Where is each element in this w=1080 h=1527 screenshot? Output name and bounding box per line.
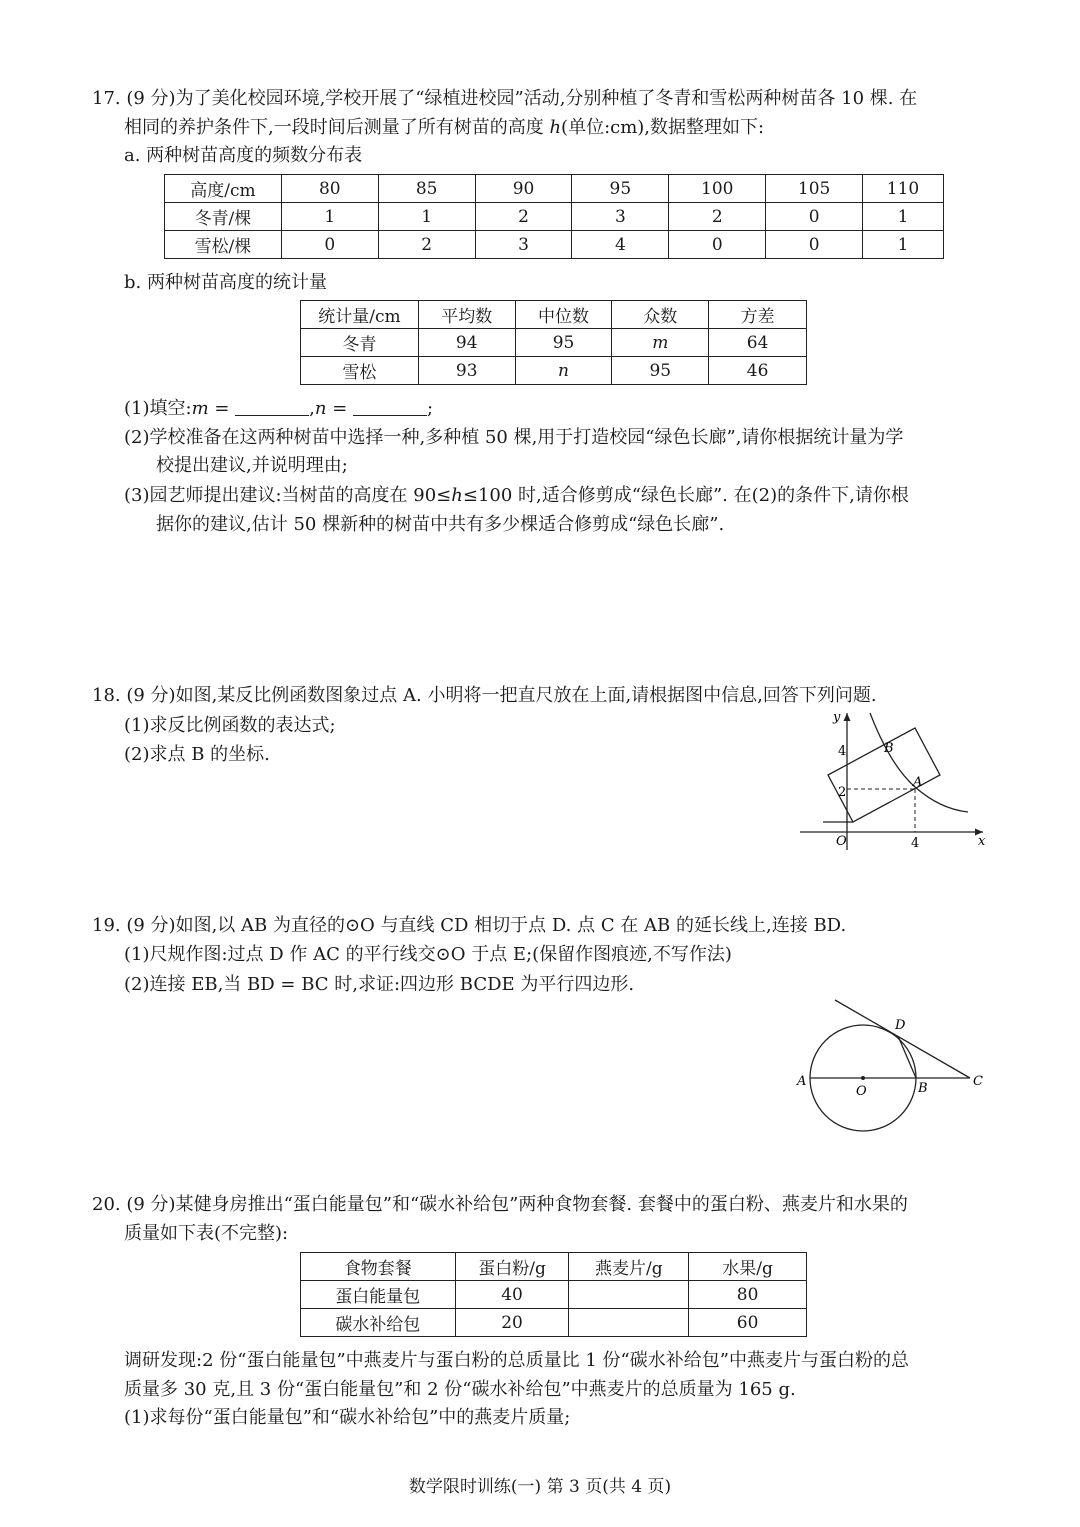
table-cell: 碳水补给包 (301, 1309, 456, 1337)
q17-part1-eq2: = (326, 398, 354, 419)
table-cell: n (515, 357, 612, 385)
q20-survey-line2: 质量多 30 克,且 3 份“蛋白能量包”和 2 份“碳水补给包”中燕麦片的总质量为 165 g. (124, 1379, 796, 1400)
q17-statistics-table (300, 300, 807, 385)
table-cell: 1 (378, 203, 475, 231)
q18-label-a: A (913, 775, 923, 790)
table-header-cell: 众数 (612, 301, 709, 329)
q17-part1-n: n (314, 398, 327, 419)
table-row (301, 357, 807, 385)
table-row (165, 175, 944, 203)
table-cell: 蛋白能量包 (301, 1281, 456, 1309)
table-cell: 0 (766, 203, 863, 231)
table-header-cell: 方差 (709, 301, 807, 329)
q18-label-origin: O (836, 834, 847, 849)
table-cell: 40 (455, 1281, 569, 1309)
q18-y-arrow (844, 713, 851, 721)
page-footer: 数学限时训练(一) 第 3 页(共 4 页) (408, 1477, 672, 1497)
q20-intro-line1: 20. (9 分)某健身房推出“蛋白能量包”和“碳水补给包”两种食物套餐. 套餐中的蛋白粉、燕麦片和水果的 (92, 1194, 908, 1215)
table-cell: 1 (281, 203, 378, 231)
q17-intro-line2-post: (单位:cm),数据整理如下: (561, 117, 765, 138)
table-cell: 冬青/棵 (165, 203, 282, 231)
q18-figure (800, 705, 990, 855)
q18-label-y4: 4 (838, 744, 847, 759)
q17-blank-m[interactable] (235, 397, 309, 416)
q17-part3-post: ≤100 时,适合修剪成“绿色长廊”. 在(2)的条件下,请你根 (462, 485, 909, 506)
q19-figure (790, 992, 990, 1142)
q17-part1-comma: , (309, 398, 315, 419)
q20-intro-line2: 质量如下表(不完整): (124, 1223, 289, 1244)
q18-intro: 18. (9 分)如图,某反比例函数图象过点 A. 小明将一把直尺放在上面,请根据图中信息,回答下列问题. (92, 685, 877, 706)
q17-part1 (124, 396, 433, 422)
table-cell: 20 (455, 1309, 569, 1337)
table-cell: 1 (863, 203, 944, 231)
table-header-cell: 110 (863, 175, 944, 203)
q17-intro-line1: 17. (9 分)为了美化校园环境,学校开展了“绿植进校园”活动,分别种植了冬青和雪松两种树苗各 10 棵. 在 (92, 88, 918, 109)
q19-label-a: A (797, 1074, 807, 1089)
table-header-cell: 中位数 (515, 301, 612, 329)
table-row (301, 301, 807, 329)
table-cell: 3 (475, 231, 572, 259)
q17-table-b-title: b. 两种树苗高度的统计量 (124, 272, 327, 293)
q17-part2-line2: 校提出建议,并说明理由; (156, 455, 348, 476)
table-header-cell: 燕麦片/g (569, 1253, 689, 1281)
table-cell: 0 (766, 231, 863, 259)
table-cell: 雪松 (301, 357, 419, 385)
table-cell: 0 (669, 231, 766, 259)
q19-center-dot (861, 1076, 865, 1080)
table-cell: 2 (669, 203, 766, 231)
table-row (301, 1253, 807, 1281)
q17-part3-line2: 据你的建议,估计 50 棵新种的树苗中共有多少棵适合修剪成“绿色长廊”. (156, 514, 725, 535)
table-header-cell: 95 (572, 175, 669, 203)
table-row (301, 1281, 807, 1309)
q17-part3-var-h: h (451, 485, 463, 506)
table-cell: 2 (475, 203, 572, 231)
q19-label-c: C (973, 1074, 983, 1089)
q19-intro: 19. (9 分)如图,以 AB 为直径的⊙O 与直线 CD 相切于点 D. 点 C 在 AB 的延长线上,连接 BD. (92, 915, 847, 936)
table-cell: 64 (709, 329, 807, 357)
table-header-cell: 统计量/cm (301, 301, 419, 329)
table-cell: 冬青 (301, 329, 419, 357)
q18-part2: (2)求点 B 的坐标. (124, 744, 270, 765)
q18-label-y2: 2 (838, 785, 847, 800)
table-header-cell: 平均数 (418, 301, 515, 329)
table-cell: 雪松/棵 (165, 231, 282, 259)
table-cell: 94 (418, 329, 515, 357)
table-cell: 80 (689, 1281, 807, 1309)
table-header-cell: 85 (378, 175, 475, 203)
table-row (165, 231, 944, 259)
table-cell (569, 1281, 689, 1309)
q19-tangent-cd (835, 1000, 970, 1078)
q17-part1-eq1: = (208, 398, 236, 419)
q19-label-d: D (895, 1018, 906, 1033)
q18-hyperbola (870, 713, 968, 812)
q17-table-a-title: a. 两种树苗高度的频数分布表 (124, 145, 363, 166)
q17-part3-pre: (3)园艺师提出建议:当树苗的高度在 90≤ (124, 485, 452, 506)
q17-part1-m: m (191, 398, 209, 419)
q18-label-x: x (978, 834, 986, 849)
q18-label-b: B (884, 741, 894, 756)
table-header-cell: 105 (766, 175, 863, 203)
table-cell: 95 (612, 357, 709, 385)
table-cell: 93 (418, 357, 515, 385)
table-header-cell: 90 (475, 175, 572, 203)
table-cell: 46 (709, 357, 807, 385)
table-header-cell: 水果/g (689, 1253, 807, 1281)
q17-frequency-table (164, 174, 944, 259)
q18-label-y: y (833, 710, 841, 725)
q17-blank-n[interactable] (353, 397, 427, 416)
q18-label-x4: 4 (911, 836, 920, 851)
table-cell: m (612, 329, 709, 357)
table-header-cell: 食物套餐 (301, 1253, 456, 1281)
q17-part1-end: ; (427, 398, 434, 419)
table-row (165, 203, 944, 231)
table-header-cell: 蛋白粉/g (455, 1253, 569, 1281)
table-cell: 95 (515, 329, 612, 357)
q17-part3-line1 (124, 483, 909, 509)
table-cell: 2 (378, 231, 475, 259)
q19-part2: (2)连接 EB,当 BD = BC 时,求证:四边形 BCDE 为平行四边形. (124, 974, 635, 995)
q18-part1: (1)求反比例函数的表达式; (124, 715, 336, 736)
table-cell: 0 (281, 231, 378, 259)
table-cell (569, 1309, 689, 1337)
q19-label-o: O (856, 1084, 867, 1099)
q17-intro-line2-pre: 相同的养护条件下,一段时间后测量了所有树苗的高度 (124, 117, 550, 138)
q17-intro-line2 (124, 115, 764, 141)
q20-survey-line1: 调研发现:2 份“蛋白能量包”中燕麦片与蛋白粉的总质量比 1 份“碳水补给包”中燕麦片与蛋白粉的总 (124, 1350, 909, 1371)
table-cell: 60 (689, 1309, 807, 1337)
q17-part2-line1: (2)学校准备在这两种树苗中选择一种,多种植 50 棵,用于打造校园“绿色长廊”,请你根据统计量为学 (124, 427, 904, 448)
table-header-cell: 高度/cm (165, 175, 282, 203)
q20-food-table (300, 1252, 807, 1337)
q20-part1: (1)求每份“蛋白能量包”和“碳水补给包”中的燕麦片质量; (124, 1407, 571, 1428)
table-row (301, 329, 807, 357)
q19-part1: (1)尺规作图:过点 D 作 AC 的平行线交⊙O 于点 E;(保留作图痕迹,不写作法) (124, 944, 732, 965)
q17-var-h: h (549, 117, 562, 138)
q19-label-b: B (918, 1081, 928, 1096)
table-header-cell: 80 (281, 175, 378, 203)
table-header-cell: 100 (669, 175, 766, 203)
table-cell: 1 (863, 231, 944, 259)
q17-part1-label: (1)填空: (124, 398, 192, 419)
table-row (301, 1309, 807, 1337)
table-cell: 3 (572, 203, 669, 231)
table-cell: 4 (572, 231, 669, 259)
